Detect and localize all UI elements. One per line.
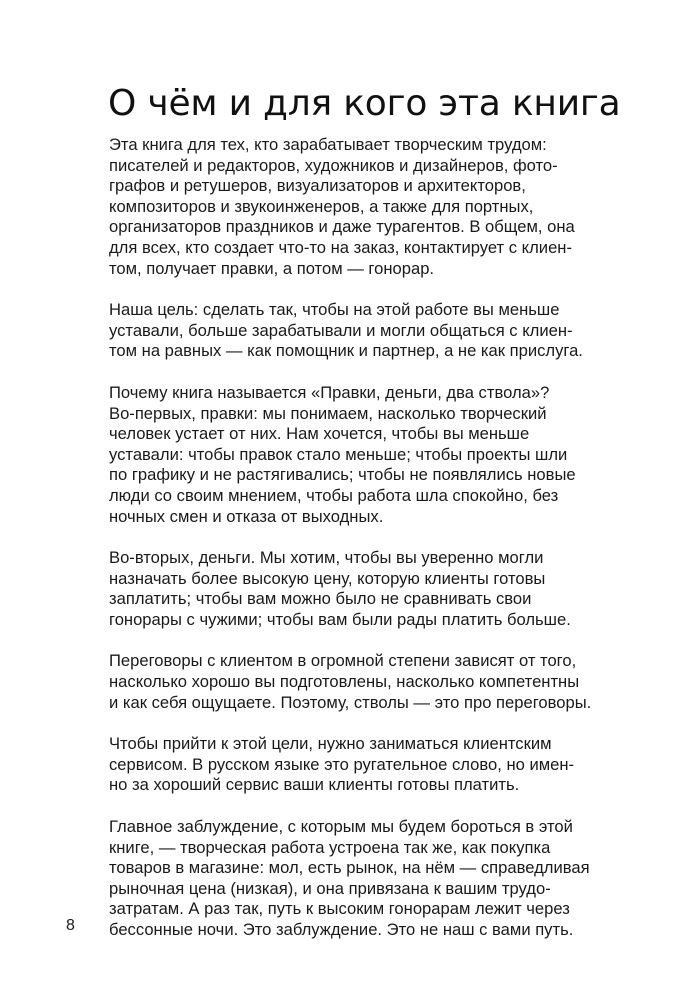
text-line: писателей и редакторов, художников и дизайнеров, фото- [109, 155, 558, 175]
text-line: Во-первых, правки: мы понимаем, насколько творческий [109, 403, 547, 423]
text-line: товаров в магазине: мол, есть рынок, на нём — справедливая [109, 858, 590, 878]
text-line: назначать более высокую цену, которую клиенты готовы [109, 568, 546, 588]
paragraph [109, 548, 609, 630]
text-line: люди со своим мнением, чтобы работа шла спокойно, без [109, 485, 559, 505]
text-line: Во-вторых, деньги. Мы хотим, чтобы вы уверенно могли [109, 548, 544, 568]
text-line: насколько хорошо вы подготовлены, насколько компетентны [109, 672, 580, 692]
text-line: уставали: чтобы правок стало меньше; чтобы проекты шли [109, 444, 568, 464]
paragraph [109, 383, 609, 527]
text-line: книге, — творческая работа устроена так же, как покупка [109, 837, 551, 857]
body-text [109, 135, 609, 962]
text-line: но за хороший сервис ваши клиенты готовы платить. [109, 775, 520, 795]
text-line: человек устает от них. Нам хочется, чтобы вы меньше [109, 424, 530, 444]
text-line: Главное заблуждение, с которым мы будем бороться в этой [109, 817, 573, 837]
page-number: 8 [66, 917, 75, 934]
text-line: рыночная цена (низкая), и она привязана к вашим трудо- [109, 878, 551, 898]
text-line: композиторов и звукоинженеров, а также для портных, [109, 196, 534, 216]
text-line: Переговоры с клиентом в огромной степени зависят от того, [109, 651, 577, 671]
text-line: том, получает правки, а потом — гонорар. [109, 258, 435, 278]
text-line: гонорары с чужими; чтобы вам были рады платить больше. [109, 609, 571, 629]
text-line: ночных смен и отказа от выходных. [109, 506, 384, 526]
text-line: для всех, кто создает что-то на заказ, контактирует с клиен- [109, 237, 572, 257]
text-line: и как себя ощущаете. Поэтому, стволы — это про переговоры. [109, 692, 592, 712]
text-line: организаторов праздников и даже турагентов. В общем, она [109, 217, 575, 237]
text-line: том на равных — как помощник и партнер, а не как прислуга. [109, 341, 583, 361]
text-line: уставали, больше зарабатывали и могли общаться с клиен- [109, 320, 573, 340]
text-line: по графику и не растягивались; чтобы не появлялись новые [109, 465, 576, 485]
paragraph [109, 651, 609, 713]
text-line: графов и ретушеров, визуализаторов и архитекторов, [109, 176, 526, 196]
text-line: затратам. А раз так, путь к высоким гонорарам лежит через [109, 899, 570, 919]
paragraph [109, 135, 609, 279]
text-line: сервисом. В русском языке это ругательное слово, но имен- [109, 754, 575, 774]
text-line: Наша цель: сделать так, чтобы на этой работе вы меньше [109, 300, 560, 320]
chapter-title: О чём и для кого эта книга [108, 83, 621, 124]
paragraph [109, 817, 609, 941]
text-line: бессонные ночи. Это заблуждение. Это не наш с вами путь. [109, 920, 574, 939]
paragraph [109, 734, 609, 796]
text-line: заплатить; чтобы вам можно было не сравнивать свои [109, 589, 532, 609]
paragraph [109, 300, 609, 362]
text-line: Эта книга для тех, кто зарабатывает творческим трудом: [109, 135, 547, 154]
text-line: Почему книга называется «Правки, деньги, два ствола»? [109, 382, 550, 402]
text-line: Чтобы прийти к этой цели, нужно заниматься клиентским [109, 734, 552, 754]
